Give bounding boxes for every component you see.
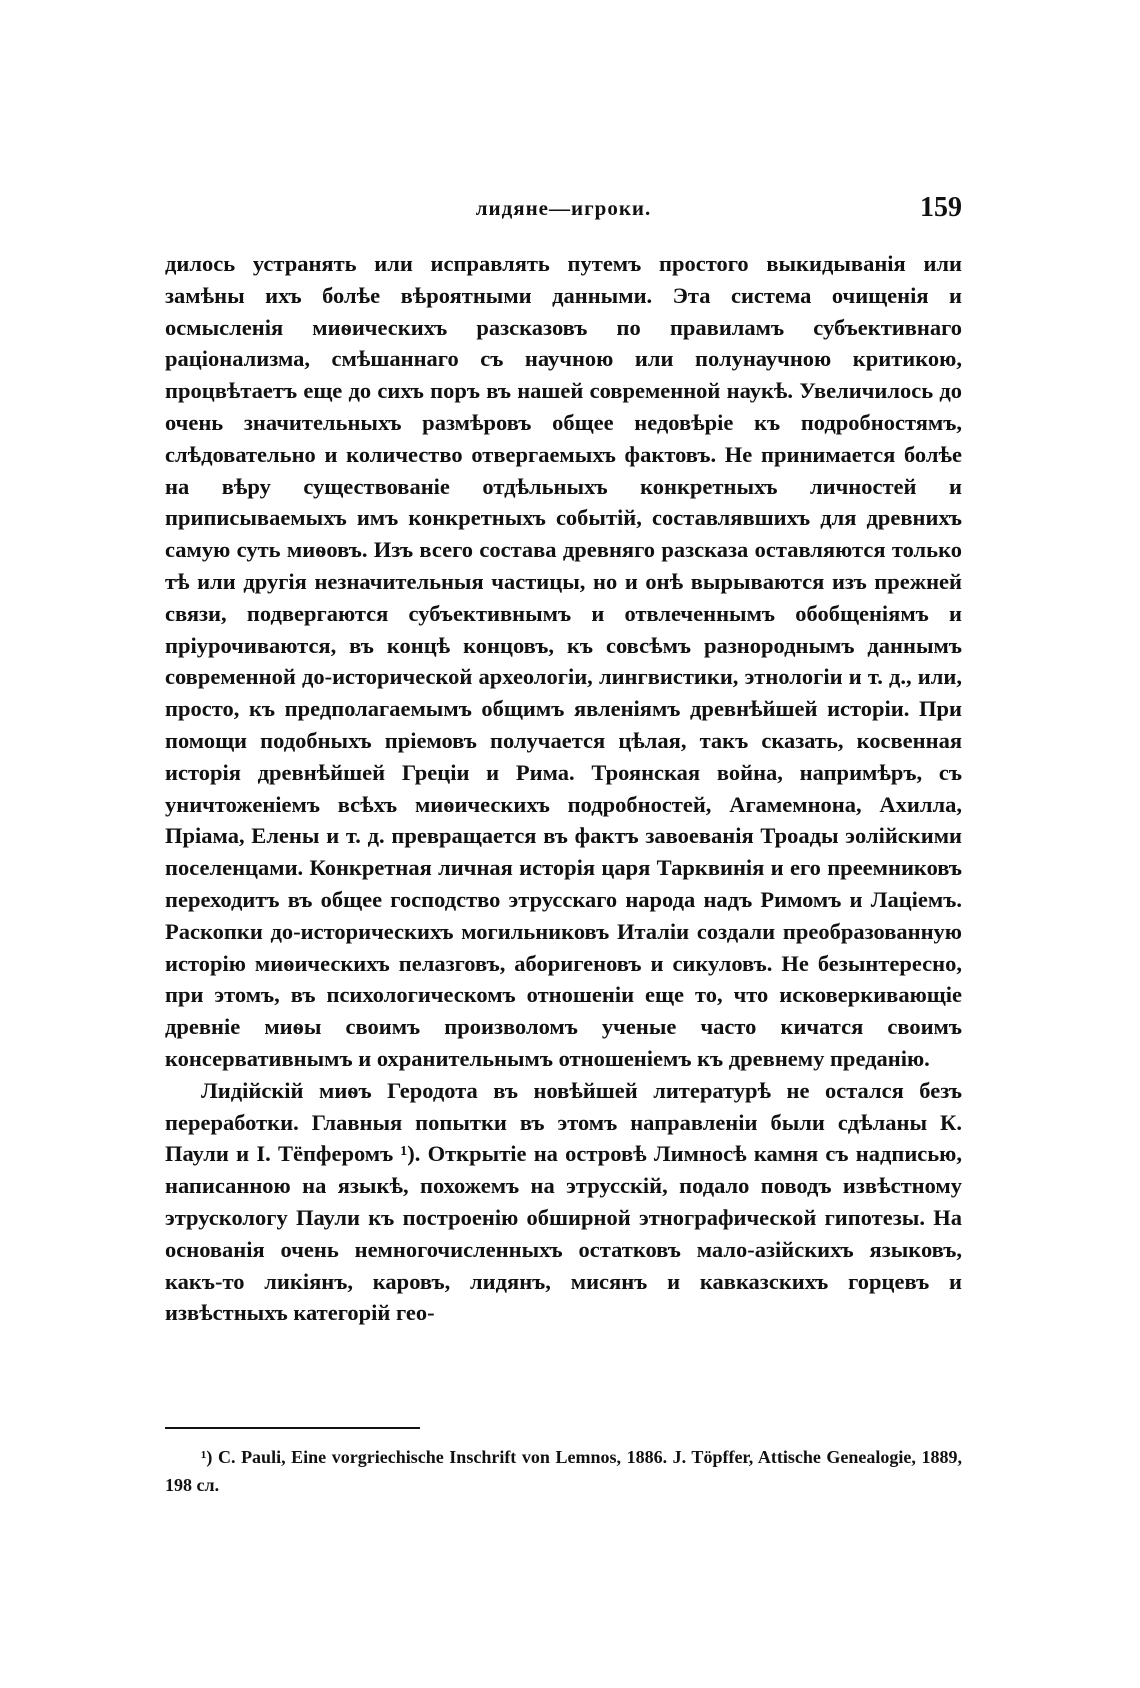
page-header <box>165 192 962 232</box>
paragraph: Лидійскій миѳъ Геродота въ новѣйшей литературѣ не остался безъ переработки. Главныя попытки въ этомъ направленіи были сдѣланы К. Паули и І. Тёпферомъ ¹). Открытіе на островѣ Лимносѣ камня съ надписью, написанною на языкѣ, похожемъ на этрусскій, подало поводъ извѣстному этрускологу Паули къ построенію обширной этнографической гипотезы. На основанія очень немногочисленныхъ остатковъ мало-азійскихъ языковъ, какъ-то ликіянъ, каровъ, лидянъ, мисянъ и кавказскихъ горцевъ и извѣстныхъ категорій гео- <box>165 1077 962 1326</box>
running-title: лидяне—игроки. <box>475 196 652 220</box>
page-number: 159 <box>920 192 962 223</box>
paragraph: дилось устранять или исправлять путемъ простого выкидыванія или замѣны ихъ болѣе вѣроятными данными. Эта система очищенія и осмысленія миѳическихъ разсказовъ по правиламъ субъективнаго раціонализма, смѣшаннаго съ научною или полунаучною критикою, процвѣтаетъ еще до сихъ поръ въ нашей современной наукѣ. Увеличилось до очень значительныхъ размѣровъ общее недовѣріе къ подробностямъ, слѣдовательно и количество отвергаемыхъ фактовъ. Не принимается болѣе на вѣру существованіе отдѣльныхъ конкретныхъ личностей и приписываемыхъ имъ конкретныхъ событій, составлявшихъ для древнихъ самую суть миѳовъ. Изъ всего состава древняго разсказа оставляются только тѣ или другія незначительныя частицы, но и онѣ вырываются изъ прежней связи, подвергаются субъективнымъ и отвлеченнымъ обобщеніямъ и пріурочиваются, въ концѣ концовъ, къ совсѣмъ разнороднымъ даннымъ современной до-исторической археологіи, лингвистики, этнологіи и т. д., или, просто, къ предполагаемымъ общимъ явленіямъ древнѣйшей исторіи. При помощи подобныхъ пріемовъ получается цѣлая, такъ сказать, косвенная исторія древнѣйшей Греціи и Рима. Троянская война, напримѣръ, съ уничтоженіемъ всѣхъ миѳическихъ подробностей, Агамемнона, Ахилла, Пріама, Елены и т. д. превращается въ фактъ завоеванія Троады эолійскими поселенцами. Конкретная личная исторія царя Тарквинія и его преемниковъ переходитъ въ общее господство этрусскаго народа надъ Римомъ и Лаціемъ. Раскопки до-историческихъ могильниковъ Италіи создали преобразованную исторію миѳическихъ пелазговъ, аборигеновъ и сикуловъ. Не безынтересно, при этомъ, въ психологическомъ отношеніи еще то, что исковеркивающіе древніе миѳы своимъ произволомъ ученые часто кичатся своимъ консервативнымъ и охранительнымъ отношеніемъ къ древнему преданію. <box>165 251 962 1071</box>
footnote-text: ¹) C. Pauli, Eine vorgriechische Inschrift von Lemnos, 1886. J. Töpffer, Attische Genealogie, 1889, 198 сл. <box>165 1447 962 1495</box>
footnote-divider <box>165 1427 420 1429</box>
footnote <box>165 1443 962 1499</box>
main-text <box>165 248 962 1329</box>
